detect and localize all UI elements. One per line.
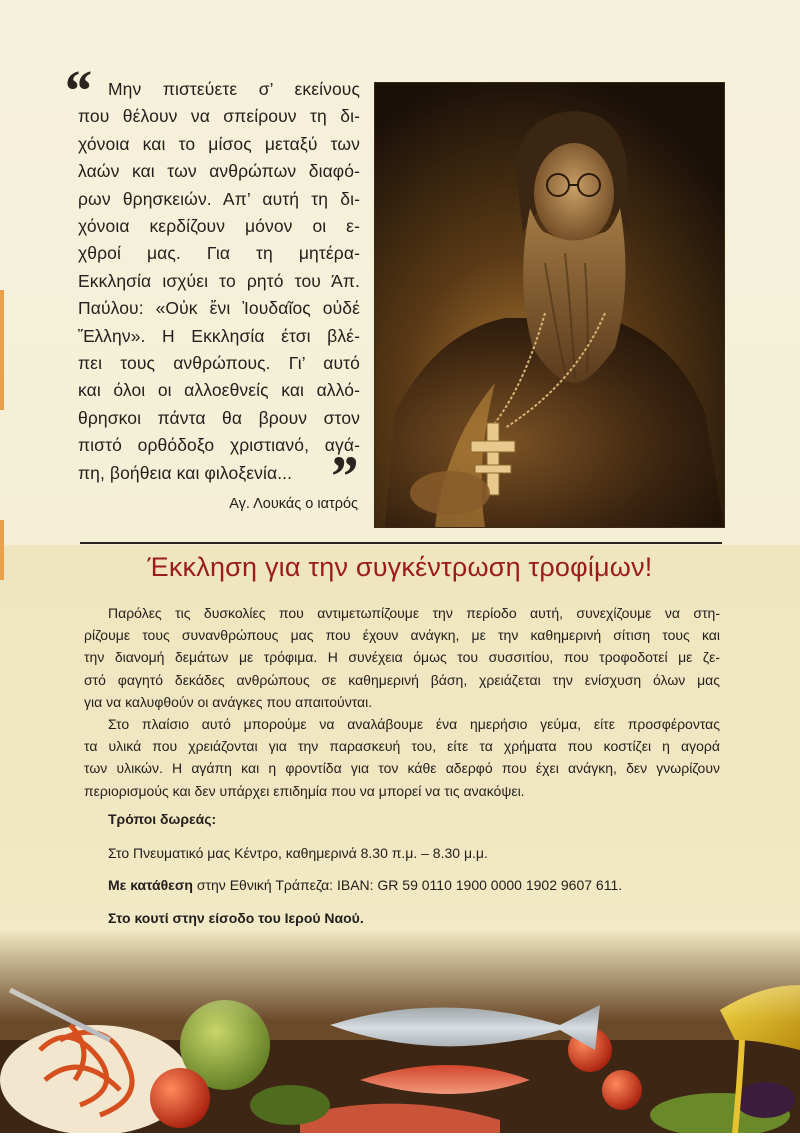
- quote-line: και όλοι οι αλλοεθνείς και αλλό-: [78, 380, 360, 401]
- portrait-photo: [374, 82, 725, 528]
- quote-line: χόνοια και το μίσος μεταξύ των: [78, 133, 360, 154]
- body-line: περιορισμούς και δεν υπάρχει επιδημία που να μπορεί να τις ανακόψει.: [84, 782, 525, 799]
- food-collage-image: [0, 930, 800, 1133]
- donation-deposit: [108, 874, 728, 896]
- quote-line: Μην πιστεύετε σ’ εκείνους: [108, 79, 360, 99]
- quote-line: που θέλουν να σπείρουν τη δι-: [78, 106, 360, 127]
- quote-line: πη, βοήθεια και φιλοξενία...: [78, 462, 293, 483]
- donation-center: Στο Πνευματικό μας Κέντρο, καθημερινά 8.30 π.μ. – 8.30 μ.μ.: [108, 845, 488, 861]
- quote-line: ρων θρησκειών. Απ’ αυτή τη δι-: [78, 188, 360, 209]
- quote-line: θρησκοι πάντα θα βρουν στον: [78, 407, 360, 428]
- paragraph-1: [84, 602, 720, 713]
- quote-line: χόνοια κερδίζουν μόνον οι ε-: [78, 216, 360, 237]
- body-line: των υλικών. Η αγάπη και η φροντίδα για τον κάθε αδερφό που έχει ανάγκη, δεν γνωρίζουν: [84, 760, 720, 777]
- body-line: Στο πλαίσιο αυτό μπορούμε να αναλάβουμε ένα ημερήσιο γεύμα, είτε προσφέροντας: [108, 716, 720, 733]
- section-divider: [80, 542, 722, 544]
- quote-text: [78, 76, 360, 487]
- quote-line: χθροί μας. Για τη μητέρα-: [78, 243, 360, 264]
- donation-title: Τρόποι δωρεάς:: [108, 811, 217, 827]
- quote-line: Παύλου: «Οὐκ ἔνι Ἰουδαῖος οὐδέ: [78, 298, 360, 319]
- quote-line: Ἕλλην». Η Εκκλησία έτσι βλέ-: [78, 325, 360, 346]
- donation-box: Στο κουτί στην είσοδο του Ιερού Ναού.: [108, 910, 364, 926]
- body-line: Παρόλες τις δυσκολίες που αντιμετωπίζουμε την περίοδο αυτή, συνεχίζουμε να στη-: [108, 605, 720, 621]
- open-quote-mark: “: [62, 58, 91, 123]
- edge-accent: [0, 290, 4, 410]
- close-quote-mark: ”: [328, 444, 357, 509]
- body-line: για να καλυφθούν οι ανάγκες που απαιτούνται.: [84, 693, 373, 710]
- body-line: ρίζουμε τους συνανθρώπους μας που έχουν ανάγκη, με την καθημερινή σίτιση τους και: [84, 627, 720, 644]
- paragraph-2: [84, 713, 720, 802]
- quote-line: πει τους ανθρώπους. Γι’ αυτό: [78, 353, 360, 374]
- quote-attribution: Αγ. Λουκάς ο ιατρός: [229, 496, 358, 512]
- appeal-heading: Έκκληση για την συγκέντρωση τροφίμων!: [147, 552, 653, 582]
- body-line: τα υλικά που χρειάζονται για την παρασκευή του, είτε τα χρήματα που κοστίζει η αγορά: [84, 738, 720, 755]
- quote-line: πιστό ορθόδοξο χριστιανό, αγά-: [78, 435, 360, 456]
- appeal-body: [84, 602, 720, 802]
- deposit-label: Με κατάθεση: [108, 877, 193, 893]
- body-line: την διανομή δεμάτων με τρόφιμα. Η συνέχεια όμως του συσσιτίου, που τροφοδοτεί με ζε-: [84, 649, 720, 666]
- quote-line: λαών και των ανθρώπων διαφό-: [78, 161, 360, 182]
- quote-line: Εκκλησία ισχύει το ρητό του Άπ.: [78, 270, 360, 291]
- body-line: στό φαγητό δεκάδες ανθρώπους σε καθημερινή βάση, χρειάζεται την ενίσχυση όλων μας: [84, 671, 720, 688]
- deposit-details: στην Εθνική Τράπεζα: IBAN: GR 59 0110 1900 0000 1902 9607 611.: [192, 877, 623, 893]
